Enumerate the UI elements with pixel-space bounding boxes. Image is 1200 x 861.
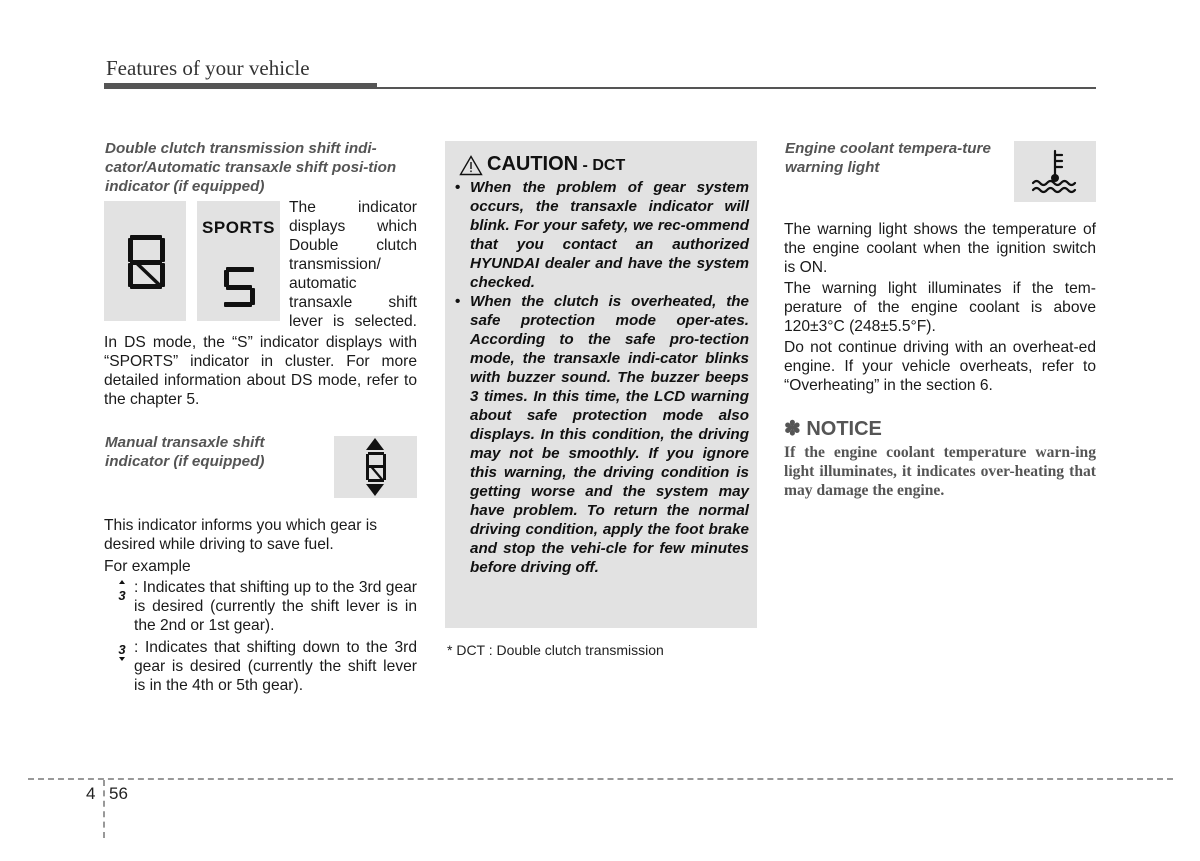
- footer-divider: [28, 778, 1173, 780]
- dct-footnote: * DCT : Double clutch transmission: [447, 642, 664, 658]
- manual-shift-indicator-heading: Manual transaxle shift indicator (if equipped): [105, 434, 265, 470]
- page-number: 56: [109, 784, 128, 803]
- chapter-number: 4: [86, 784, 96, 803]
- sports-label: SPORTS: [202, 218, 275, 237]
- page-header-title: Features of your vehicle: [106, 56, 310, 80]
- shift-up-description: : Indicates that shifting up to the 3rd gear is desired (currently the shift lever is in the 2nd or 1st gear).: [134, 579, 417, 634]
- svg-text:3: 3: [118, 642, 126, 657]
- notice-title: ✽ NOTICE: [784, 418, 882, 440]
- coolant-warning-image: [1014, 141, 1096, 202]
- dct-shift-indicator-heading: Double clutch transmission shift indi-cator/Automatic transaxle shift posi-tion indicator (if equipped): [105, 140, 397, 195]
- coolant-temperature-icon: [1014, 141, 1096, 202]
- caution-bullet: • When the problem of gear system occurs, the transaxle indicator will blink. For your safety, we rec-ommend that you contact an authorized HYUNDAI dealer and have the system checked.: [453, 178, 749, 292]
- ds-mode-description: In DS mode, the “S” indicator displays with “SPORTS” indicator in cluster. For more detailed information about DS mode, refer to the chapter 5.: [104, 334, 417, 408]
- warning-triangle-icon: [459, 155, 483, 176]
- gear-3-down-icon: [112, 640, 132, 662]
- caution-title-suffix: - DCT: [578, 157, 626, 174]
- manual-shift-indicator-image: [334, 436, 417, 498]
- header-rule: [104, 83, 377, 89]
- caution-box: [445, 141, 757, 628]
- coolant-description-1: The warning light shows the temperature of the engine coolant when the ignition switch is ON.: [784, 221, 1096, 276]
- caution-bullet: • When the clutch is overheated, the safe protection mode oper-ates. According to the safe pro-tection mode, the transaxle indi-cator blinks with buzzer sound. The buzzer beeps 3 times. In this time, the LCD warning about safe protection mode also displays. In this condition, the driving may not be smoothly. If you ignore this warning, the driving condition is getting worse and the system may have problem. To return the normal driving condition, apply the foot brake and stop the vehi-cle for few minutes before driving off.: [453, 292, 749, 577]
- seven-segment-s-icon: [197, 201, 280, 321]
- coolant-description-2: The warning light illuminates if the tem-perature of the engine coolant is above 120±3°C (248±5.5°F).: [784, 280, 1096, 335]
- header-rule-thin: [377, 87, 1096, 89]
- example-label: For example: [104, 558, 191, 575]
- notice-body: If the engine coolant temperature warn-ing light illuminates, it indicates over-heating that may damage the engine.: [784, 444, 1096, 499]
- shift-up-down-icon: [334, 436, 417, 498]
- gear-3-up-icon: [112, 580, 132, 602]
- shift-indicator-info: This indicator informs you which gear is desired while driving to save fuel.: [104, 517, 377, 553]
- shift-down-description: : Indicates that shifting down to the 3rd gear is desired (currently the shift lever is in the 4th or 5th gear).: [134, 639, 417, 694]
- indicator-description: The indicator displays which Double clutch transmission/ automatic transaxle shift lever is selected.: [289, 199, 417, 330]
- caution-list: [453, 178, 749, 577]
- caution-title-text: CAUTION: [487, 153, 579, 175]
- svg-text:3: 3: [118, 588, 126, 602]
- sports-indicator-image: [197, 201, 280, 321]
- seven-segment-8-icon: [104, 201, 186, 321]
- coolant-description-3: Do not continue driving with an overheat-ed engine. If your vehicle overheats, refer to “Overheating” in the section 6.: [784, 339, 1096, 394]
- coolant-warning-heading: Engine coolant tempera-ture warning light: [785, 140, 991, 176]
- caution-title: [487, 153, 625, 176]
- gear-indicator-image: [104, 201, 186, 321]
- footer-vertical-divider: [103, 780, 105, 838]
